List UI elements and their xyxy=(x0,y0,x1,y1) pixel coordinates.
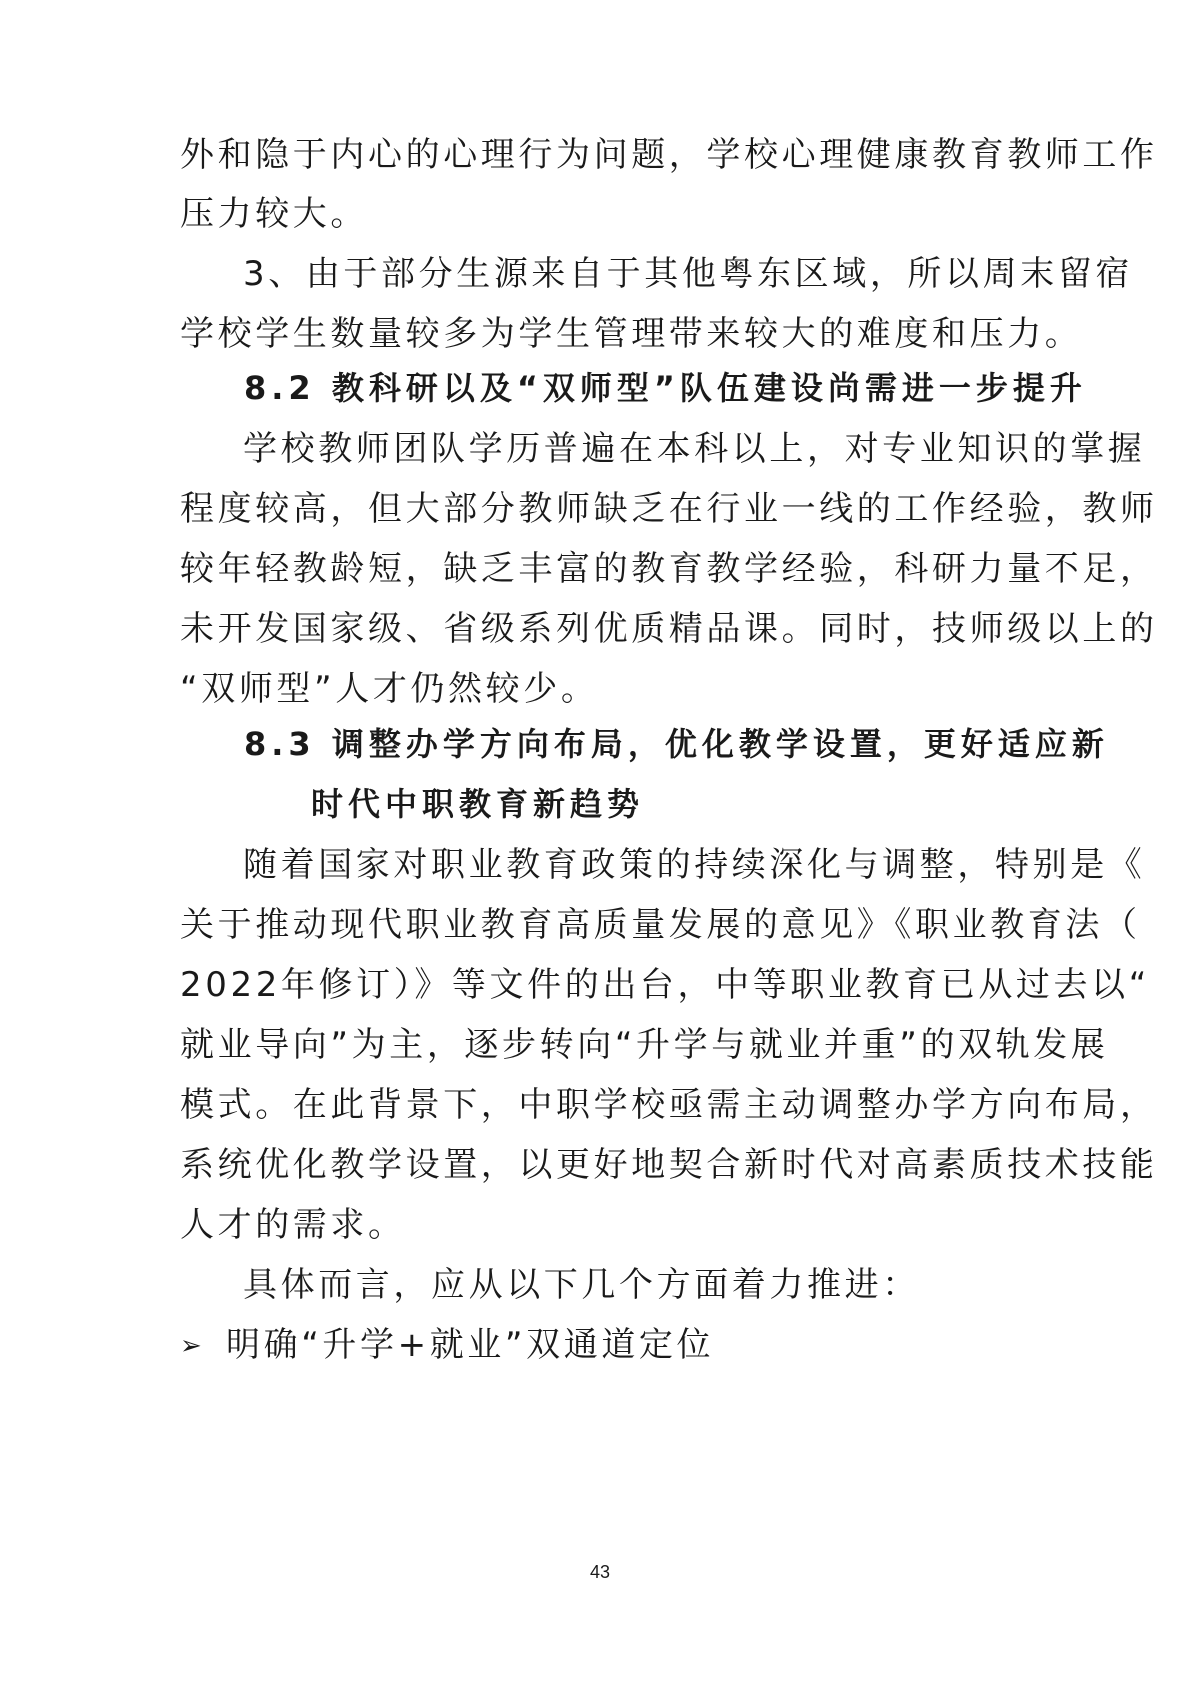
arrow-bullet-icon: ➢ xyxy=(180,1331,206,1361)
page-number: 43 xyxy=(589,1562,611,1582)
paragraph-line: 具体而言，应从以下几个方面着力推进： xyxy=(243,1265,920,1305)
bullet-item xyxy=(180,1325,714,1366)
paragraph-line: 随着国家对职业教育政策的持续深化与调整，特别是《 xyxy=(243,845,1146,885)
paragraph-line: 3、由于部分生源来自于其他粤东区域，所以周末留宿 xyxy=(243,254,1134,294)
section-heading-8-2: 8.2 教科研以及“双师型”队伍建设尚需进一步提升 xyxy=(244,369,1087,407)
paragraph-line: 学校教师团队学历普遍在本科以上，对专业知识的掌握 xyxy=(243,429,1146,469)
paragraph-line: 模式。在此背景下，中职学校亟需主动调整办学方向布局， xyxy=(180,1085,1158,1125)
paragraph-line: 外和隐于内心的心理行为问题，学校心理健康教育教师工作 xyxy=(180,135,1158,175)
paragraph-line: 未开发国家级、省级系列优质精品课。同时，技师级以上的 xyxy=(180,609,1158,649)
paragraph-line: 关于推动现代职业教育高质量发展的意见》《职业教育法（ xyxy=(180,905,1141,945)
paragraph-line: 程度较高，但大部分教师缺乏在行业一线的工作经验，教师 xyxy=(180,489,1158,529)
paragraph-line: 人才的需求。 xyxy=(180,1205,406,1245)
paragraph-line: 压力较大。 xyxy=(180,194,368,234)
paragraph-line: 系统优化教学设置，以更好地契合新时代对高素质技术技能 xyxy=(180,1145,1158,1185)
section-heading-8-3: 8.3 调整办学方向布局，优化教学设置，更好适应新 xyxy=(244,725,1109,763)
paragraph-line: 2022年修订）》等文件的出台，中等职业教育已从过去以“ xyxy=(180,965,1150,1005)
paragraph-line: 就业导向”为主，逐步转向“升学与就业并重”的双轨发展 xyxy=(180,1025,1109,1065)
bullet-text: 明确“升学+就业”双通道定位 xyxy=(226,1325,715,1365)
section-heading-8-3-continued: 时代中职教育新趋势 xyxy=(311,785,645,823)
paragraph-line: 较年轻教龄短，缺乏丰富的教育教学经验，科研力量不足， xyxy=(180,549,1158,589)
paragraph-line: 学校学生数量较多为学生管理带来较大的难度和压力。 xyxy=(180,314,1083,354)
paragraph-line: “双师型”人才仍然较少。 xyxy=(180,669,599,709)
